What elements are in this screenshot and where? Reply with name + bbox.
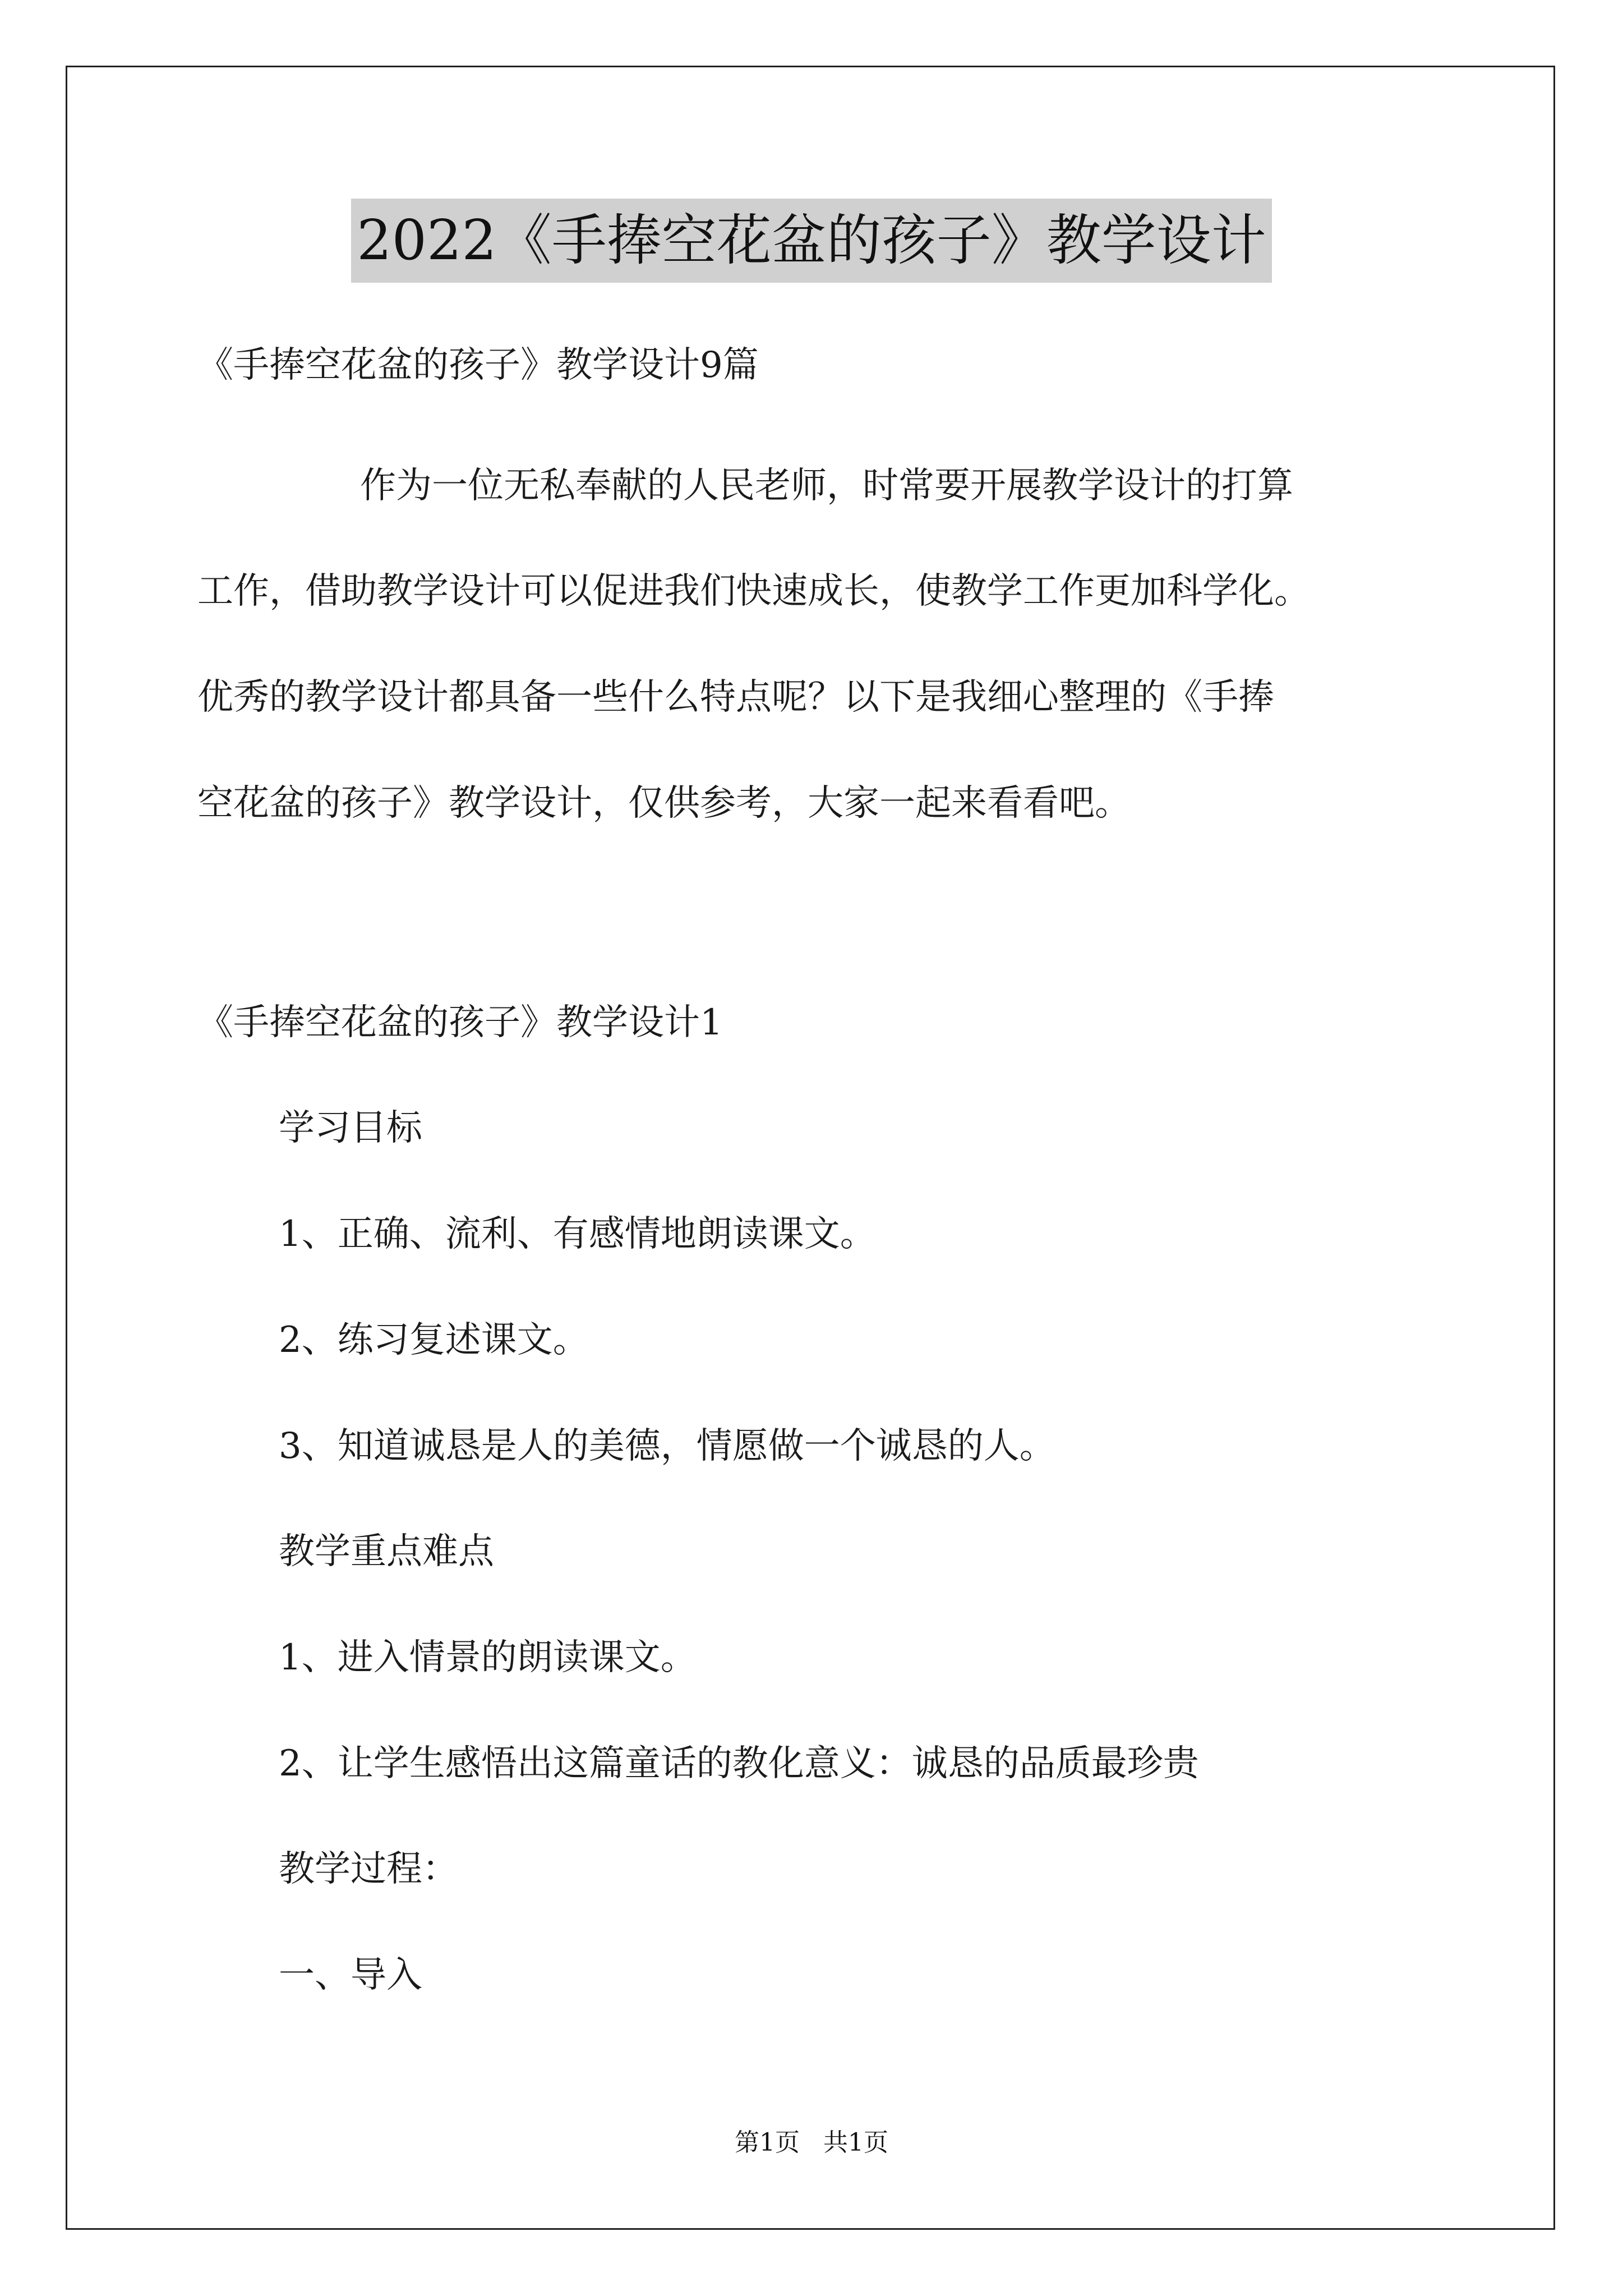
body-line-2: 1、正确、流利、有感情地朗读课文。: [279, 1213, 876, 1255]
title-container: [0, 199, 1623, 283]
page-number: 第1页 共1页: [735, 2128, 888, 2157]
document-title: 2022《手捧空花盆的孩子》教学设计: [351, 199, 1271, 283]
body-line-1: 学习目标: [279, 1107, 422, 1149]
section-heading: 《手捧空花盆的孩子》教学设计1: [197, 1002, 723, 1043]
intro-line-1: 作为一位无私奉献的人民老师，时常要开展教学设计的打算: [360, 465, 1293, 507]
body-line-6: 1、进入情景的朗读课文。: [279, 1637, 697, 1678]
body-line-9: 一、导入: [279, 1954, 422, 1996]
intro-line-2: 工作，借助教学设计可以促进我们快速成长，使教学工作更加科学化。: [197, 570, 1310, 612]
document-subtitle: 《手捧空花盆的孩子》教学设计9篇: [197, 344, 759, 386]
body-line-3: 2、练习复述课文。: [279, 1319, 589, 1361]
body-line-8: 教学过程：: [279, 1848, 458, 1890]
intro-line-4: 空花盆的孩子》教学设计，仅供参考，大家一起来看看吧。: [197, 783, 1131, 824]
body-line-7: 2、让学生感悟出这篇童话的教化意义：诚恳的品质最珍贵: [279, 1743, 1199, 1784]
body-line-4: 3、知道诚恳是人的美德，情愿做一个诚恳的人。: [279, 1425, 1055, 1467]
intro-line-3: 优秀的教学设计都具备一些什么特点呢？以下是我细心整理的《手捧: [197, 677, 1274, 718]
body-line-5: 教学重点难点: [279, 1531, 494, 1572]
